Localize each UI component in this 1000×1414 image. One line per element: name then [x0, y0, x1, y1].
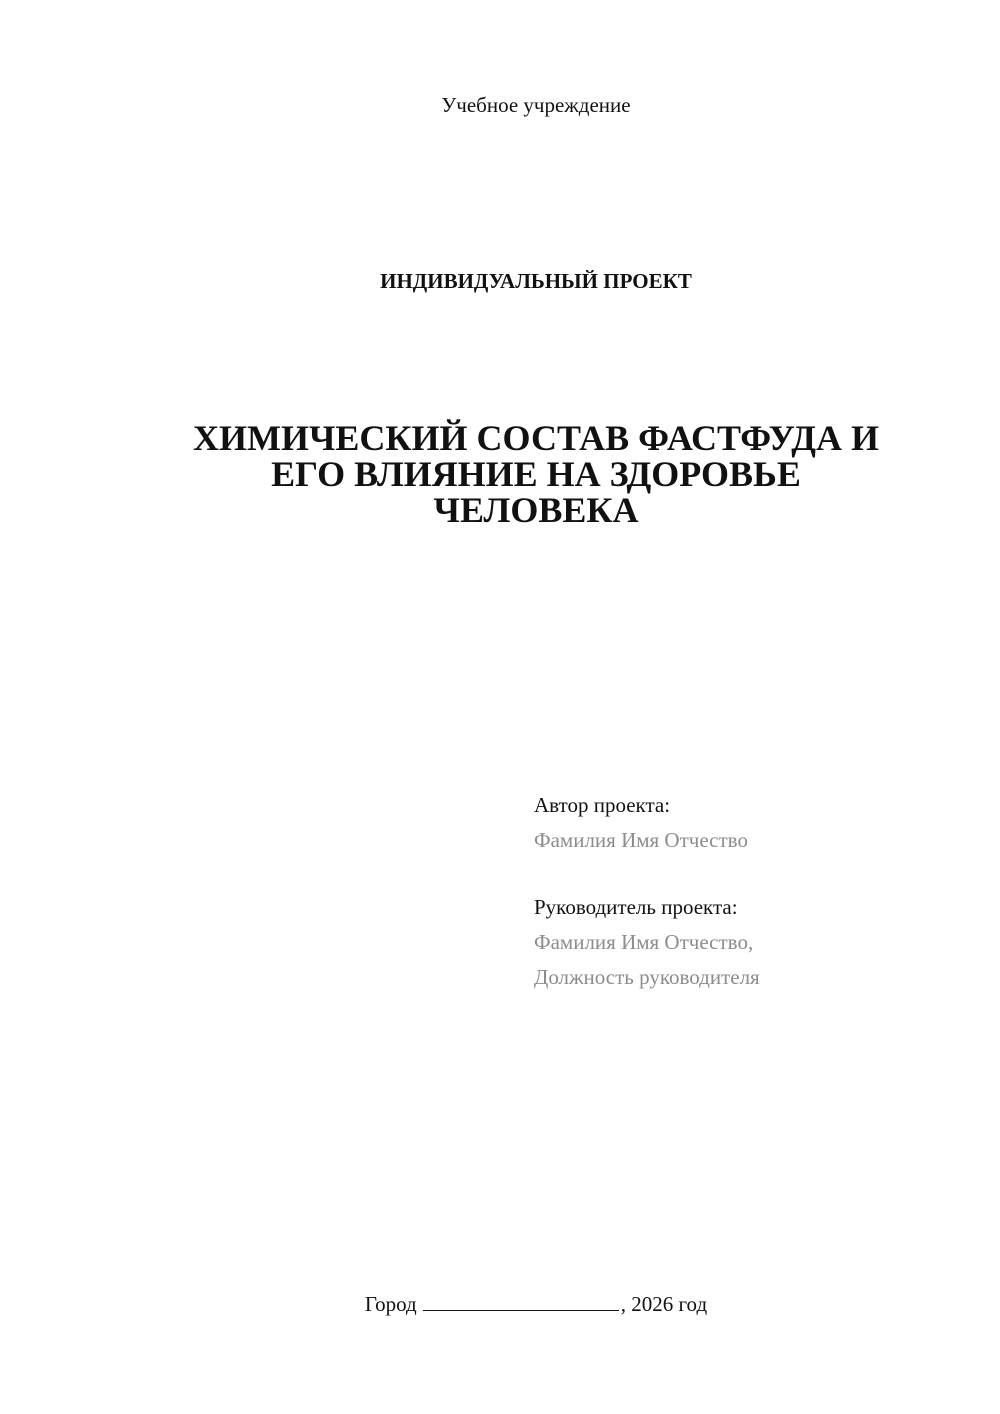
city-year-line [0, 1288, 1000, 1320]
year-text: , 2026 год [620, 1292, 708, 1316]
project-title [150, 420, 922, 528]
supervisor-position-placeholder: Должность руководителя [534, 965, 760, 989]
credits-block [534, 788, 974, 995]
author-name-placeholder: Фамилия Имя Отчество [534, 828, 748, 852]
supervisor-name-placeholder: Фамилия Имя Отчество, [534, 930, 754, 954]
project-title-line: ЧЕЛОВЕКА [433, 490, 639, 530]
project-title-line: ХИМИЧЕСКИЙ СОСТАВ ФАСТФУДА И [193, 418, 879, 458]
institution-name: Учебное учреждение [441, 93, 631, 117]
city-blank-line [423, 1290, 619, 1311]
credits-spacer [534, 858, 974, 890]
city-label: Город [364, 1292, 417, 1316]
author-label: Автор проекта: [534, 793, 671, 817]
document-type: ИНДИВИДУАЛЬНЫЙ ПРОЕКТ [380, 269, 692, 293]
supervisor-label: Руководитель проекта: [534, 895, 738, 919]
project-title-line: ЕГО ВЛИЯНИЕ НА ЗДОРОВЬЕ [271, 454, 801, 494]
